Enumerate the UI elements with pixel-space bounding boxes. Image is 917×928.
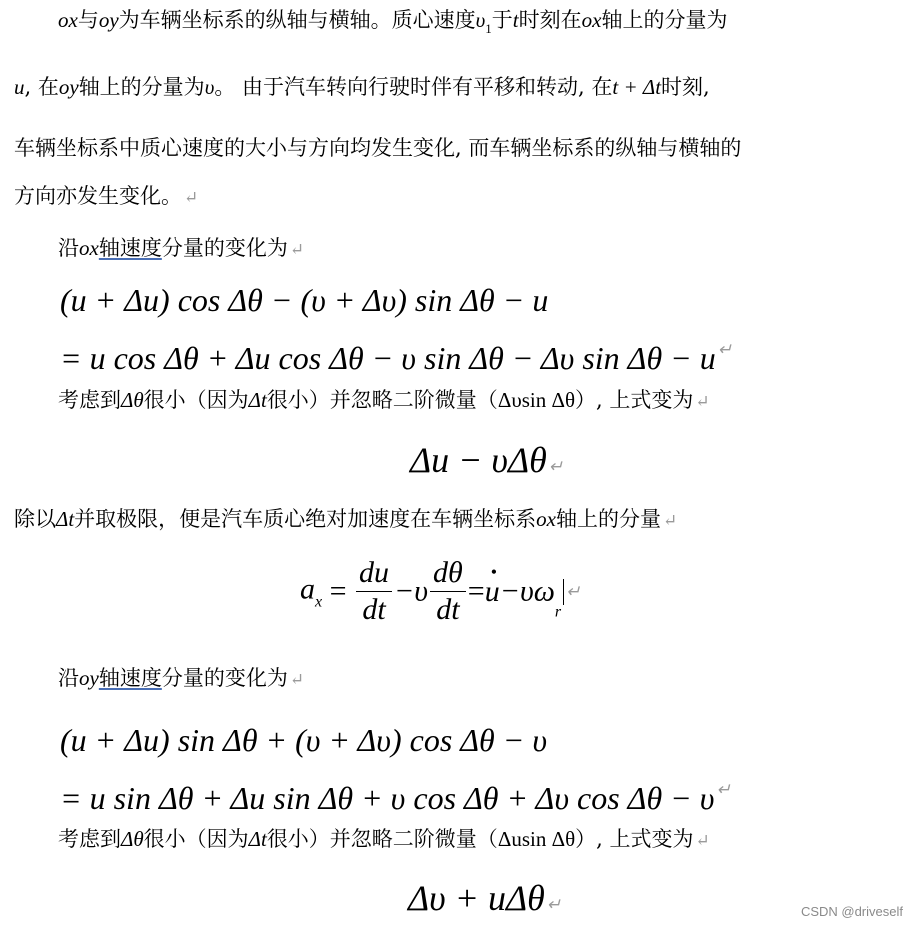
paragraph-mark: ↵ <box>546 895 562 914</box>
symbol-u-dot: • u <box>485 574 500 610</box>
text: 沿 <box>58 236 79 260</box>
text: ）, 上式变为 <box>575 827 694 851</box>
equation-x-line-2 <box>60 332 732 376</box>
section-x-consider <box>58 386 710 416</box>
equation-text: Δυ + uΔθ <box>408 878 545 918</box>
text: 考虑到 <box>58 388 121 412</box>
denominator: dt <box>436 593 460 626</box>
equation-text: Δu − υΔθ <box>410 440 547 480</box>
subscript: x <box>315 593 323 611</box>
text: 时刻, <box>661 75 710 99</box>
text: 并取极限，便是汽车质心绝对加速度在车辆坐标系 <box>74 507 537 531</box>
symbol-oy: oy <box>58 75 79 99</box>
paragraph-line-2 <box>14 73 710 101</box>
symbol-dt: Δt <box>248 827 267 851</box>
text: 。 由于汽车转向行驶时伴有平移和转动, 在 <box>214 75 613 99</box>
numerator: dθ <box>430 555 466 592</box>
text: 轴上的分量为 <box>78 75 205 99</box>
fraction-dtheta-dt <box>430 555 466 628</box>
text: 于 <box>491 8 513 32</box>
symbol-a: a <box>300 572 315 606</box>
equation-y-line-2 <box>60 772 731 816</box>
text: , 在 <box>24 75 59 99</box>
paragraph-mark: ↵ <box>717 340 732 359</box>
paragraph-mark: ↵ <box>663 511 678 531</box>
text: 方向亦发生变化。 <box>14 184 182 208</box>
section-x-divide <box>14 505 677 535</box>
paragraph-line-4 <box>14 182 198 212</box>
text: 轴上的分量 <box>556 507 661 531</box>
fraction-du-dt <box>356 555 392 628</box>
text: 很小（因为 <box>143 388 249 412</box>
symbol-v: υ <box>204 75 215 99</box>
symbol-dt: Δt <box>56 507 75 531</box>
paragraph-mark: ↵ <box>289 670 305 690</box>
symbol-dtheta: Δθ <box>121 388 144 412</box>
underlined-text: 轴速度 <box>98 666 162 690</box>
text: 时刻在 <box>518 8 582 32</box>
text: 沿 <box>58 666 79 690</box>
equation-y-line-1: (u + Δu) sin Δθ + (υ + Δυ) cos Δθ − υ <box>60 722 548 758</box>
section-x-heading <box>58 234 304 264</box>
equation-x-line-1: (u + Δu) cos Δθ − (υ + Δυ) sin Δθ − u <box>60 282 549 318</box>
acceleration-equation <box>300 555 580 630</box>
text: 分量的变化为 <box>161 666 288 690</box>
result-x <box>410 440 563 487</box>
symbol-ox: ox <box>79 236 99 260</box>
equation-text: = u sin Δθ + Δu sin Δθ + υ cos Δθ + Δυ cos Δθ − υ <box>60 780 715 816</box>
text: 很小）并忽略二阶微量（ <box>266 827 498 851</box>
text: 很小）并忽略二阶微量（ <box>266 388 498 412</box>
symbol-t: t <box>512 8 519 32</box>
denominator: dt <box>362 593 386 626</box>
section-y-consider <box>58 825 710 855</box>
equation-text: = u cos Δθ + Δu cos Δθ − υ sin Δθ − Δυ sin Δθ − u <box>60 340 716 376</box>
watermark: CSDN @driveself <box>800 904 903 919</box>
text: 分量的变化为 <box>161 236 288 260</box>
text: 与 <box>77 8 99 32</box>
paragraph-mark: ↵ <box>289 240 305 260</box>
text: 很小（因为 <box>143 827 249 851</box>
equals: = <box>467 574 485 608</box>
paragraph-line-3: 车辆坐标系中质心速度的大小与方向均发生变化, 而车辆坐标系的纵轴与横轴的 <box>14 136 742 160</box>
paragraph-line-1 <box>58 6 727 43</box>
section-y-heading <box>58 664 304 694</box>
text: ）, 上式变为 <box>575 388 694 412</box>
minus-v: −υ <box>394 574 429 608</box>
equals: = <box>329 574 347 608</box>
text: 轴上的分量为 <box>601 8 728 32</box>
numerator: du <box>356 555 392 592</box>
symbol-ox: ox <box>581 8 602 32</box>
text-cursor <box>563 579 564 605</box>
symbol-dt: Δt <box>248 388 267 412</box>
symbol-v-omega: −υω <box>499 574 555 608</box>
paragraph-mark: ↵ <box>184 188 199 208</box>
symbol-oy: oy <box>98 8 119 32</box>
result-y <box>408 878 561 925</box>
paragraph-mark: ↵ <box>695 831 710 851</box>
subscript: r <box>554 603 562 621</box>
symbol-t-plus-dt: t + Δt <box>612 75 662 99</box>
text: 考虑到 <box>58 827 121 851</box>
symbol-ox: ox <box>536 507 556 531</box>
symbol-term: Δυsin Δθ <box>497 388 576 412</box>
text: 除以 <box>14 507 56 531</box>
underlined-text: 轴速度 <box>98 236 162 260</box>
symbol-v: υ <box>475 8 486 32</box>
symbol-u: u <box>14 75 25 99</box>
text: 为车辆坐标系的纵轴与横轴。质心速度 <box>118 8 476 32</box>
paragraph-mark: ↵ <box>716 780 731 799</box>
symbol-oy: oy <box>79 666 99 690</box>
paragraph-mark: ↵ <box>695 392 710 412</box>
subscript: 1 <box>485 21 492 36</box>
symbol-dtheta: Δθ <box>121 827 144 851</box>
symbol-term: Δusin Δθ <box>497 827 576 851</box>
symbol-ox: ox <box>58 8 78 32</box>
paragraph-mark: ↵ <box>566 581 581 601</box>
paragraph-mark: ↵ <box>548 457 564 476</box>
